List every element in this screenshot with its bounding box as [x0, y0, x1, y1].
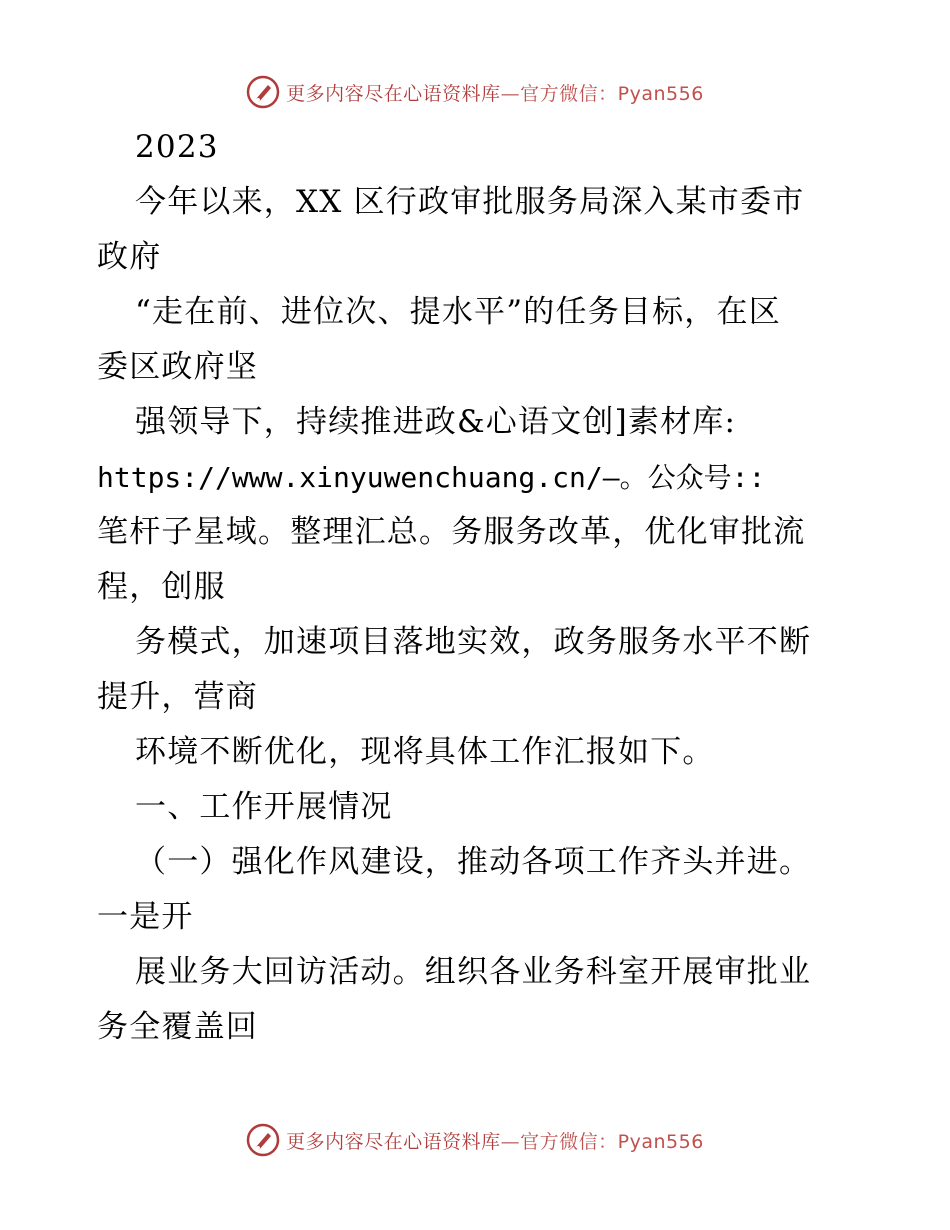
paragraph-line: 今年以来，XX 区行政审批服务局深入某市委市	[135, 184, 805, 220]
paragraph-line: 笔杆子星域。整理汇总。务服务改革，优化审批流	[97, 514, 806, 550]
url-line: https://www.xinyuwenchuang.cn/—。公众号::	[97, 461, 766, 494]
paragraph-line: 提升，营商	[97, 679, 258, 715]
watermark-separator: —	[500, 1130, 521, 1153]
watermark-text	[286, 79, 704, 106]
subsection-heading: （一）强化作风建设，推动各项工作齐头并进。	[135, 844, 812, 880]
pen-nib-circle-icon	[246, 1123, 280, 1157]
paragraph-line: 环境不断优化，现将具体工作汇报如下。	[135, 734, 715, 770]
paragraph-line: 委区政府坚	[97, 349, 258, 385]
section-heading: 一、工作开展情况	[135, 789, 393, 825]
paragraph-line: “走在前、进位次、提水平”的任务目标，在区	[135, 294, 781, 330]
watermark-site: 更多内容尽在心语资料库	[286, 1130, 501, 1153]
paragraph-line: 务全覆盖回	[97, 1009, 258, 1045]
paragraph-line: 一是开	[97, 899, 194, 935]
watermark-wechat: 官方微信：Pyan556	[520, 1130, 704, 1153]
paragraph-line: 展业务大回访活动。组织各业务科室开展审批业	[135, 954, 812, 990]
watermark-site: 更多内容尽在心语资料库	[286, 82, 501, 105]
watermark-separator: —	[500, 82, 521, 105]
year-line: 2023	[135, 129, 219, 165]
footer-watermark	[0, 1120, 950, 1160]
pen-nib-circle-icon	[246, 75, 280, 109]
paragraph-line: 程，创服	[97, 569, 226, 605]
header-watermark	[0, 72, 950, 112]
watermark-wechat: 官方微信：Pyan556	[520, 82, 704, 105]
paragraph-line: 务模式，加速项目落地实效，政务服务水平不断	[135, 624, 812, 660]
paragraph-line: 强领导下，持续推进政&心语文创]素材库:	[135, 404, 737, 440]
paragraph-line: 政府	[97, 239, 162, 275]
watermark-text	[286, 1127, 704, 1154]
document-body	[97, 120, 857, 1055]
